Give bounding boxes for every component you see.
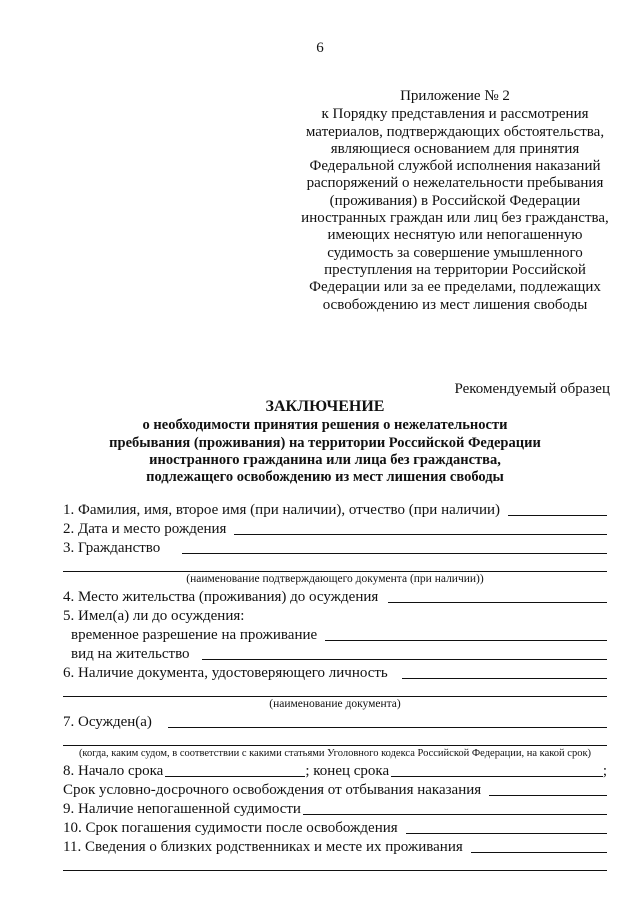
field-label: 4. Место жительства (проживания) до осуждения — [63, 589, 379, 605]
relatives-details-blank[interactable] — [63, 856, 607, 871]
field-label: 1. Фамилия, имя, второе имя (при наличии), отчество (при наличии) — [63, 502, 501, 518]
field-label: ; конец срока — [305, 763, 390, 779]
appendix-line: материалов, подтверждающих обстоятельства, — [305, 123, 605, 140]
field-residence-permit — [63, 644, 607, 663]
field-label: 6. Наличие документа, удостоверяющего личность — [63, 665, 388, 681]
field-label: 2. Дата и место рождения — [63, 521, 227, 537]
conclusion-form — [63, 500, 607, 872]
field-label: 7. Осужден(а) — [63, 714, 152, 730]
heading-line: пребывания (проживания) на территории Российской Федерации — [109, 434, 541, 451]
field-caption: (наименование подтверждающего документа (при наличии)) — [186, 573, 484, 585]
parole-blank[interactable] — [489, 783, 607, 796]
term-end-blank[interactable] — [391, 764, 603, 777]
field-parole — [63, 780, 607, 799]
field-label: 11. Сведения о близких родственниках и месте их проживания — [63, 839, 463, 855]
conviction-blank[interactable] — [168, 715, 607, 728]
appendix-line: (проживания) в Российской Федерации — [329, 192, 581, 209]
field-caption: (наименование документа) — [269, 698, 401, 710]
field-permits — [63, 606, 607, 625]
document-heading — [80, 398, 570, 486]
field-term — [63, 761, 607, 780]
field-birth — [63, 519, 607, 538]
heading-line: о необходимости принятия решения о нежелательности — [142, 417, 508, 434]
heading-line: иностранного гражданина или лица без гражданства, — [149, 451, 501, 468]
field-residence — [63, 587, 607, 606]
page-number: 6 — [316, 40, 324, 56]
appendix-line: Федеральной службой исполнения наказаний — [309, 158, 601, 175]
field-label: 3. Гражданство — [63, 540, 161, 556]
field-label: ; — [602, 763, 607, 779]
appendix-block — [292, 88, 618, 314]
appendix-line: судимость за совершение умышленного — [327, 244, 583, 261]
field-relatives — [63, 837, 607, 856]
appendix-line: к Порядку представления и рассмотрения — [321, 106, 589, 123]
identity-document-blank[interactable] — [402, 666, 607, 679]
expungement-term-blank[interactable] — [406, 821, 607, 834]
field-unexpunged-conviction — [63, 799, 607, 818]
field-label: Срок условно-досрочного освобождения от отбывания наказания — [63, 782, 482, 798]
citizenship-blank[interactable] — [182, 541, 607, 554]
appendix-line: являющиеся основанием для принятия — [330, 140, 580, 157]
field-label: 10. Срок погашения судимости после освобождения — [63, 820, 398, 836]
appendix-line: освобождению из мест лишения свободы — [322, 296, 588, 313]
field-label: 8. Начало срока — [63, 763, 164, 779]
field-identity-document — [63, 663, 607, 682]
field-label: 5. Имел(а) ли до осуждения: — [63, 608, 245, 624]
appendix-line: имеющих неснятую или непогашенную — [327, 227, 583, 244]
field-convicted — [63, 712, 607, 731]
conviction-details-blank[interactable] — [63, 731, 607, 746]
field-label: временное разрешение на проживание — [71, 627, 318, 643]
identity-document-name-blank[interactable] — [63, 682, 607, 697]
field-label: 9. Наличие непогашенной судимости — [63, 801, 301, 817]
field-caption: (когда, каким судом, в соответствии с какими статьями Уголовного кодекса Российской Федерации, на какой срок) — [78, 748, 592, 759]
appendix-title: Приложение № 2 — [400, 88, 510, 104]
recommended-sample-label: Рекомендуемый образец — [454, 381, 610, 397]
appendix-line: преступления на территории Российской — [324, 261, 586, 278]
appendix-line: распоряжений о нежелательности пребывания — [306, 175, 604, 192]
citizenship-document-blank[interactable] — [63, 557, 607, 572]
heading-line: подлежащего освобождению из мест лишения свободы — [146, 469, 504, 486]
appendix-line: Федерации или за ее пределами, подлежащих — [309, 279, 601, 296]
document-title: ЗАКЛЮЧЕНИЕ — [265, 398, 385, 415]
term-start-blank[interactable] — [165, 764, 305, 777]
temporary-permit-blank[interactable] — [325, 628, 607, 641]
birth-date-place-blank[interactable] — [234, 522, 607, 535]
unexpunged-conviction-blank[interactable] — [303, 802, 607, 815]
residence-permit-blank[interactable] — [202, 647, 607, 660]
field-label: вид на жительство — [71, 646, 190, 662]
residence-blank[interactable] — [388, 590, 607, 603]
full-name-blank[interactable] — [508, 503, 607, 516]
relatives-blank[interactable] — [471, 840, 607, 853]
appendix-line: иностранных граждан или лиц без гражданства, — [301, 210, 609, 227]
field-full-name — [63, 500, 607, 519]
field-temporary-permit — [63, 625, 607, 644]
field-citizenship — [63, 538, 607, 557]
field-expungement-term — [63, 818, 607, 837]
